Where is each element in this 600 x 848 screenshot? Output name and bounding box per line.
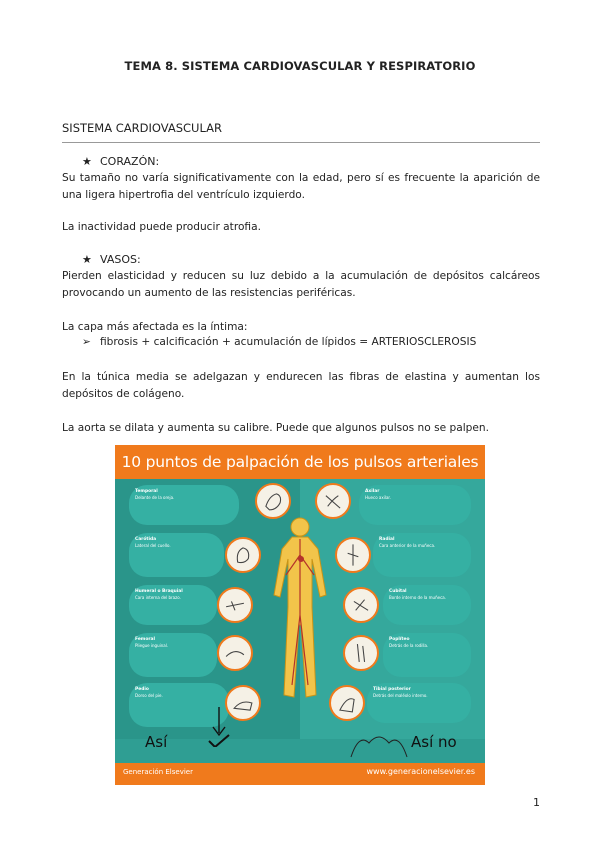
temporal-hand-icon xyxy=(255,483,291,519)
card-title: Poplíteo xyxy=(389,637,410,642)
bullet-corazon xyxy=(82,155,159,168)
star-icon: ★ xyxy=(82,253,92,266)
card-title: Tibial posterior xyxy=(373,687,411,692)
paragraph-inactividad: La inactividad puede producir atrofia. xyxy=(62,221,261,233)
card-carotida xyxy=(129,533,224,577)
axilar-hand-icon xyxy=(315,483,351,519)
card-humeral xyxy=(129,585,217,625)
incorrect-hand-illustration xyxy=(349,729,409,759)
paragraph-capa-intima: La capa más afectada es la íntima: xyxy=(62,321,248,333)
correct-check-icon xyxy=(207,707,231,747)
paragraph-tunica-media: En la túnica media se adelgazan y endurecen las fibras de elastina y aumentan los depósitos de colágeno. xyxy=(62,371,540,400)
card-title: Radial xyxy=(379,537,395,542)
card-popliteo xyxy=(383,633,471,677)
tibial-hand-icon xyxy=(329,685,365,721)
carotid-hand-icon xyxy=(225,537,261,573)
section-heading: SISTEMA CARDIOVASCULAR xyxy=(62,121,222,135)
card-text: Lateral del cuello. xyxy=(135,543,171,548)
card-temporal xyxy=(129,485,239,525)
footer-website: www.generacionelsevier.es xyxy=(366,767,475,776)
card-title: Temporal xyxy=(135,489,158,494)
infographic-heading: 10 puntos de palpación de los pulsos arteriales xyxy=(115,445,485,479)
bullet-vasos xyxy=(82,253,141,266)
card-text: Cara interna del brazo. xyxy=(135,595,181,600)
asi-label: Así xyxy=(145,733,168,751)
card-title: Humeral o Braquial xyxy=(135,589,183,594)
paragraph-aorta: La aorta se dilata y aumenta su calibre. Puede que algunos pulsos no se palpen. xyxy=(62,422,489,434)
card-title: Pedio xyxy=(135,687,149,692)
card-text: Hueco axilar. xyxy=(365,495,391,500)
bullet-vasos-label: VASOS: xyxy=(100,253,141,266)
card-text: Delante de la oreja. xyxy=(135,495,175,500)
card-title: Carótida xyxy=(135,537,157,542)
radial-hand-icon xyxy=(335,537,371,573)
card-tibial xyxy=(367,683,471,723)
card-title: Femoral xyxy=(135,637,156,642)
section-divider xyxy=(62,142,540,143)
pulse-points-infographic xyxy=(115,445,485,785)
paragraph-vasos: Pierden elasticidad y reducen su luz debido a la acumulación de depósitos calcáreos provocando un aumento de las resistencias periféricas. xyxy=(62,270,540,299)
card-text: Pliegue inguinal. xyxy=(135,643,169,648)
paragraph-corazon: Su tamaño no varía significativamente con la edad, pero sí es frecuente la aparición de una ligera hipertrofia del ventrículo izquierdo. xyxy=(62,172,540,201)
card-cubital xyxy=(383,585,471,625)
card-text: Detrás del maléolo interno. xyxy=(373,693,428,698)
card-text: Dorso del pie. xyxy=(135,693,163,698)
card-axilar xyxy=(359,485,471,525)
arrow-bullet-icon: ➢ xyxy=(82,336,91,348)
card-radial xyxy=(373,533,471,577)
infographic-footer xyxy=(115,763,485,785)
star-icon: ★ xyxy=(82,155,92,168)
arteriosclerosis-line xyxy=(82,336,476,348)
popliteo-hand-icon xyxy=(343,635,379,671)
card-text: Borde interno de la muñeca. xyxy=(389,595,446,600)
page-number: 1 xyxy=(533,796,540,809)
humeral-hand-icon xyxy=(217,587,253,623)
footer-brand: Generación Elsevier xyxy=(123,768,193,776)
card-text: Detrás de la rodilla. xyxy=(389,643,429,648)
femoral-hand-icon xyxy=(217,635,253,671)
card-title: Axilar xyxy=(365,489,380,494)
human-body-illustration xyxy=(270,515,330,705)
document-title: TEMA 8. SISTEMA CARDIOVASCULAR Y RESPIRATORIO xyxy=(124,59,476,73)
card-text: Cara anterior de la muñeca. xyxy=(379,543,436,548)
card-femoral xyxy=(129,633,217,677)
cubital-hand-icon xyxy=(343,587,379,623)
arteriosclerosis-text: fibrosis + calcificación + acumulación de lípidos = ARTERIOSCLEROSIS xyxy=(100,336,477,348)
card-title: Cubital xyxy=(389,589,407,594)
asi-no-label: Así no xyxy=(411,733,457,751)
bullet-corazon-label: CORAZÓN: xyxy=(100,155,160,168)
